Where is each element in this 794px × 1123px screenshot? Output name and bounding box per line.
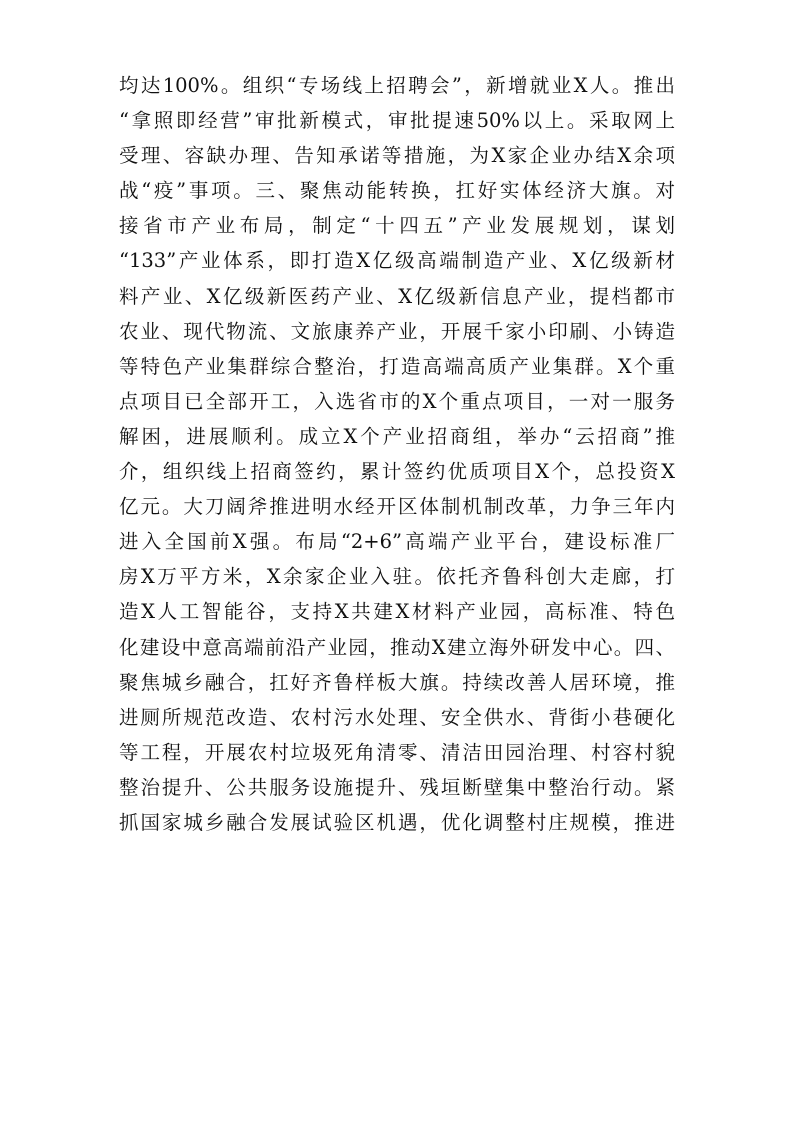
text-line: 点项目已全部开工，入选省市的X个重点项目，一对一服务: [119, 389, 675, 413]
text-line: 房X万平方米，X余家企业入驻。依托齐鲁科创大走廊，打: [119, 565, 675, 589]
text-line: 接省市产业布局，制定“十四五”产业发展规划，谋划: [119, 214, 675, 238]
text-line: 受理、容缺办理、告知承诺等措施，为X家企业办结X余项: [119, 144, 675, 168]
text-line: 聚焦城乡融合，扛好齐鲁样板大旗。持续改善人居环境，推: [119, 670, 675, 694]
text-line: 进厕所规范改造、农村污水处理、安全供水、背街小巷硬化: [119, 705, 675, 729]
text-line: 造X人工智能谷，支持X共建X材料产业园，高标准、特色: [119, 600, 675, 624]
text-line: 进入全国前X强。布局“2+6”高端产业平台，建设标准厂: [119, 530, 675, 554]
text-line: “133”产业体系，即打造X亿级高端制造产业、X亿级新材: [119, 249, 675, 273]
text-line: 抓国家城乡融合发展试验区机遇，优化调整村庄规模，推进: [119, 810, 675, 834]
text-line: 整治提升、公共服务设施提升、残垣断壁集中整治行动。紧: [119, 775, 675, 799]
text-line: 等特色产业集群综合整治，打造高端高质产业集群。X个重: [119, 354, 675, 378]
body-text: [119, 68, 675, 840]
text-line: 解困，进展顺利。成立X个产业招商组，举办“云招商”推: [119, 424, 675, 448]
text-line: 战“疫”事项。三、聚焦动能转换，扛好实体经济大旗。对: [119, 179, 675, 203]
text-line: “拿照即经营”审批新模式，审批提速50%以上。采取网上: [119, 109, 675, 133]
text-line: 均达100%。组织“专场线上招聘会”，新增就业X人。推出: [119, 74, 675, 97]
text-line: 介，组织线上招商签约，累计签约优质项目X个，总投资X: [119, 460, 675, 484]
text-line: 料产业、X亿级新医药产业、X亿级新信息产业，提档都市: [119, 284, 675, 308]
text-line: 亿元。大刀阔斧推进明水经开区体制机制改革，力争三年内: [119, 495, 675, 519]
text-line: 等工程，开展农村垃圾死角清零、清洁田园治理、村容村貌: [119, 740, 675, 764]
text-line: 化建设中意高端前沿产业园，推动X建立海外研发中心。四、: [119, 635, 675, 659]
text-line: 农业、现代物流、文旅康养产业，开展千家小印刷、小铸造: [119, 319, 675, 343]
